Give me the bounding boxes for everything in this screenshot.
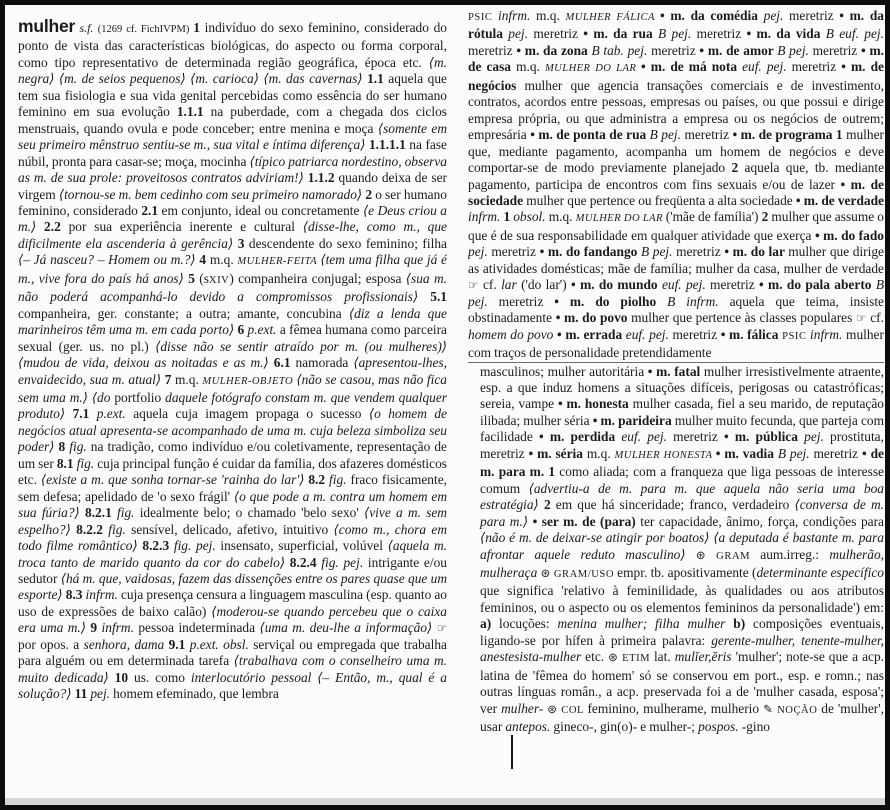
- text-run: 7: [164, 371, 175, 387]
- text-run: mulher que pertence às classes populares: [631, 310, 856, 326]
- text-run: em conjunto, ideal ou concretamente: [161, 202, 363, 218]
- text-run: 2: [731, 160, 745, 176]
- text-run: ) companheira conjugal; esposa: [229, 270, 406, 286]
- text-run: ⟨o homem de negócios atual apresenta-se acompanhado de uma m. cuja beleza simboliza seu poder⟩: [18, 406, 447, 455]
- text-run: GRAM: [716, 550, 761, 562]
- text-run: meretriz: [813, 445, 863, 461]
- text-run: ⟨advertiu-a de m. para m. que aquela não seria uma boa estratégia⟩: [480, 480, 884, 513]
- text-run: m. da zona: [524, 42, 592, 58]
- text-run: NOÇÃO: [777, 704, 822, 716]
- text-run: interlocutório pessoal: [190, 669, 318, 685]
- text-run: B pej.: [468, 277, 884, 309]
- text-run: m. fálica: [729, 326, 783, 342]
- text-run: ⟨típico patriarca nordestino, observa as m. de sua prole: proveitosos contratos adviriam!⟩: [18, 153, 447, 186]
- text-run: p.ext. obsl.: [189, 636, 254, 652]
- text-run: mulher que assume o que é de sua responsabilidade em qualquer atividade que exerça: [468, 209, 884, 243]
- text-run: como aliada; com a franqueza que liga pessoas de interesse comum: [480, 464, 884, 496]
- text-run: ⟨não é m. de deixar-se atingir por boatos⟩ ⟨a deputada é bastante m. para afrontar aquele reduto masculino⟩: [480, 530, 884, 562]
- text-run: meretriz: [673, 429, 724, 445]
- text-run: 2: [543, 497, 556, 513]
- text-run: 4: [199, 252, 210, 268]
- text-cursor-mark: [511, 735, 513, 769]
- text-run: us. como: [134, 669, 191, 685]
- text-run: B euf. pej.: [825, 26, 884, 42]
- text-run: infrm.: [101, 620, 139, 636]
- text-run: (s: [199, 270, 209, 286]
- text-run: ⟨conversa de m. para m.⟩: [480, 497, 884, 529]
- text-run: PSIC: [468, 12, 498, 23]
- text-run: 5: [188, 270, 200, 286]
- text-run: 1: [193, 20, 205, 35]
- text-run: 3: [237, 235, 249, 251]
- text-run: aquela cuja imagem propaga o sucesso: [133, 406, 369, 422]
- text-run: •: [554, 293, 570, 309]
- text-run: ⟨tornou-se m. bem cedinho com seu primeiro namorado⟩: [58, 186, 366, 202]
- text-run: •: [720, 326, 730, 342]
- text-run: 9: [90, 620, 102, 636]
- text-run: meretriz: [491, 244, 540, 260]
- text-run: ⟨há m. que, vaidosas, fazem das dissenções entre os pares quase que um esporte⟩: [18, 570, 447, 603]
- text-run: •: [557, 396, 567, 412]
- text-run: ⟨o que pode a m. contra um homem em sua fúria?⟩: [18, 488, 447, 521]
- text-run: daquele fotógrafo constam m. que vendem qualquer produto⟩: [18, 389, 447, 422]
- text-run: 8.1: [56, 455, 77, 471]
- text-run: fig. pej.: [321, 554, 368, 570]
- text-run: intrigante e/ou sedutor: [18, 554, 447, 586]
- text-run: 6.1: [273, 355, 296, 371]
- text-run: a fêmea humana como parceira sexual (ger. us. no pl.): [18, 322, 447, 354]
- text-run: 8.3: [65, 587, 86, 603]
- text-run: m.q.: [209, 252, 238, 268]
- text-run: de m. para m.: [480, 445, 884, 480]
- text-run: m. séria: [537, 445, 587, 461]
- text-run: B pej.: [640, 244, 677, 260]
- text-run: •: [861, 42, 870, 58]
- text-run: pej.: [468, 244, 492, 260]
- text-run: pej.: [90, 686, 114, 702]
- text-run: m. de negócios: [468, 59, 884, 93]
- text-run: pej.: [763, 8, 790, 23]
- text-run: •: [723, 429, 735, 445]
- text-run: mulher-: [501, 700, 548, 716]
- text-run: m.q.: [586, 445, 615, 461]
- text-run: ⟨e Deus criou a m.⟩: [18, 202, 447, 235]
- text-run: m. do fandango: [547, 244, 641, 260]
- text-run: de 'mulher', usar: [480, 700, 884, 735]
- text-run: mulher que, mediante pagamento, acompanha um homem de negócios e deve comportar-se de modo previamente planejado: [468, 127, 884, 176]
- text-run: m. errada: [565, 326, 626, 342]
- text-run: ⟨– Já nasceu? – Homem ou m.?⟩: [18, 252, 200, 268]
- text-run: locuções:: [499, 616, 558, 632]
- text-run: pessoa indeterminada: [138, 620, 260, 636]
- text-run: aum.irreg.:: [760, 546, 830, 562]
- text-run: mulher: [18, 18, 76, 36]
- text-run: m. de má nota: [650, 59, 743, 75]
- text-run: •: [538, 429, 550, 445]
- text-run: feminino, mulherame, mulherio: [587, 700, 764, 716]
- text-run: MULHER-OBJETO: [202, 375, 297, 387]
- text-run: ETIM: [622, 653, 654, 665]
- text-run: mulher muito fecunda, que parteja com facilidade: [480, 412, 884, 445]
- text-run: 8.2.2: [76, 521, 109, 537]
- text-run: empr. tb. apositivamente (: [617, 564, 757, 580]
- text-run: meretriz: [651, 42, 700, 58]
- text-run: •: [647, 363, 657, 379]
- text-run: •: [530, 127, 539, 143]
- text-run: 1.1.1: [176, 104, 211, 120]
- text-run: m.q.: [516, 59, 545, 75]
- text-run: B pej.: [777, 445, 814, 461]
- text-run: (1269 cf. FichIVPM): [97, 24, 194, 35]
- text-run: por opos. a: [18, 636, 84, 652]
- text-run: ('mãe de família'): [665, 209, 762, 225]
- text-run: ✎: [763, 701, 778, 716]
- text-run: m. do mundo: [580, 277, 662, 293]
- text-run: •: [528, 445, 538, 461]
- text-run: serviçal ou empregada que trabalha para alguém ou em determinada tarefa: [18, 636, 447, 669]
- text-run: •: [592, 412, 601, 428]
- text-run: 7.1: [72, 406, 97, 422]
- text-run: ⟨uma m. deu-lhe a informação⟩: [259, 620, 437, 636]
- text-run: m. da comédia: [670, 8, 764, 23]
- text-run: b): [733, 616, 754, 632]
- text-run: pej.: [508, 26, 534, 42]
- text-run: GRAM/USO: [553, 568, 618, 580]
- text-run: cuja presença censura a linguagem masculina (esp. quanto ao uso de expressões de baixo calão): [18, 587, 447, 619]
- text-run: obsol.: [513, 209, 549, 225]
- text-run: fig.: [329, 472, 351, 488]
- text-run: mulher irresistivelmente atraente, esp. a que induz homens a situações difíceis, perigosas ou catastróficas; sereia, vampe: [480, 363, 884, 412]
- text-run: p.ext.: [247, 322, 280, 338]
- text-run: XIV: [208, 274, 230, 286]
- text-run: 8.2.4: [289, 554, 322, 570]
- text-run: ⟨apresentou-lhes, envaidecido, sua m. atual⟩: [18, 355, 447, 387]
- text-run: MULHER HONESTA: [614, 449, 716, 461]
- text-run: a): [480, 616, 500, 632]
- entry-paragraph-right-top: [468, 8, 884, 362]
- text-run: m.q.: [536, 8, 566, 23]
- text-run: cf.: [482, 277, 502, 293]
- text-run: •: [795, 192, 804, 208]
- text-run: m. de verdade: [803, 192, 884, 208]
- text-run: m. perdida: [549, 429, 622, 445]
- text-run: •: [583, 26, 594, 42]
- text-run: •: [862, 445, 871, 461]
- text-run: PSIC: [782, 330, 811, 342]
- text-run: •: [539, 244, 548, 260]
- text-run: masculinos; mulher autoritária: [480, 363, 648, 379]
- text-run: ⟨aquela m. troca tanto de marido quanto da cor do cabelo⟩: [18, 538, 447, 570]
- text-run: 5.1: [430, 289, 447, 305]
- entry-paragraph-left: [18, 18, 447, 703]
- text-run: mulher casada, fiel a seu marido, de reputação ilibada; mulher séria: [480, 396, 884, 428]
- text-run: m. pública: [734, 429, 805, 445]
- text-run: mulher que agencia transações comerciais e de investimento, contratos, acordos entre pessoas, empresas ou países, ou que possui e dirige empresa própria, ou que administra a empresa ou os negócios de outrem; empresária: [468, 77, 884, 143]
- text-run: •: [759, 277, 769, 293]
- text-run: •: [660, 8, 671, 23]
- text-run: m.q.: [175, 371, 203, 387]
- text-run: •: [532, 513, 542, 529]
- text-run: composições eventuais, ligando-se por hífen à primeira palavra:: [480, 616, 884, 648]
- text-run: aquela que teima, insiste obstinadamente: [468, 293, 884, 326]
- text-run: 6: [237, 322, 248, 338]
- text-run: ⟨tem uma filha que já é m., vive fora do país há anos⟩: [18, 252, 447, 286]
- text-run: ⟨moderou-se quando percebeu que o caixa era uma m.⟩: [18, 603, 447, 636]
- text-run: euf. pej.: [742, 59, 792, 75]
- text-run: mulher que dirige as atividades domésticas; mãe de família; mulher da casa, mulher de verdade: [468, 244, 884, 276]
- text-run: COL: [561, 704, 588, 716]
- text-run: ⟨somente em seu primeiro mênstruo sentiu-se m., sua vital e íntima diferença⟩: [18, 120, 447, 153]
- text-run: infrm.: [810, 326, 847, 342]
- text-run: idealmente belo; o chamado 'belo sexo': [139, 505, 364, 521]
- right-column: [468, 8, 884, 808]
- text-run: •: [841, 59, 852, 75]
- text-run: meretriz: [676, 244, 725, 260]
- text-run: na puberdade, com a chegada dos ciclos menstruais, quando ovula e pode conceber; entre menina e moça: [18, 104, 447, 136]
- text-run: lar: [501, 277, 522, 293]
- text-run: •: [641, 59, 651, 75]
- text-run: ⟨existe a m. que sonha tornar-se 'rainha do lar'⟩: [40, 472, 309, 488]
- text-run: meretriz: [789, 8, 840, 23]
- text-run: meretriz: [684, 127, 733, 143]
- text-run: •: [715, 445, 725, 461]
- text-run: infrm.: [468, 209, 504, 225]
- entry-paragraph-right-bottom: [480, 364, 884, 736]
- text-run: ter capacidade, ânimo, força, condições para: [640, 513, 884, 529]
- text-run: fig.: [108, 521, 132, 537]
- text-run: meretriz: [710, 277, 759, 293]
- text-run: 1.1.2: [307, 170, 339, 186]
- text-run: MULHER FÁLICA: [565, 12, 661, 23]
- text-run: B infrm.: [667, 293, 730, 309]
- text-run: 2.1: [141, 202, 162, 218]
- text-run: 8: [58, 439, 70, 455]
- text-run: fig.: [76, 455, 98, 471]
- text-run: ⟨sua m. não poderá acompanhá-lo devido a compromissos profissionais⟩: [18, 270, 447, 305]
- text-run: meretriz: [468, 42, 517, 58]
- text-run: m. do pala aberto: [768, 277, 876, 293]
- text-run: MULHER DO LAR: [575, 213, 666, 225]
- text-run: •: [839, 8, 850, 23]
- text-run: insensato, superficial, volúvel: [220, 538, 388, 554]
- text-run: meretriz: [533, 26, 584, 42]
- text-run: m. honesta: [566, 396, 633, 412]
- text-run: o ser humano feminino, considerado: [18, 186, 447, 218]
- text-run: quando deixa de ser virgem: [18, 170, 447, 202]
- text-run: ☞: [855, 311, 871, 326]
- text-run: m. parideira: [600, 412, 675, 428]
- text-run: 2.2: [44, 219, 69, 235]
- text-run: ⟨como m., chora em todo filme romântico⟩: [18, 521, 447, 554]
- text-run: namorada: [295, 355, 354, 371]
- text-run: •: [557, 326, 566, 342]
- text-run: m. vadia: [724, 445, 778, 461]
- text-run: m. do povo: [564, 310, 632, 326]
- text-run: m. do fado: [823, 227, 884, 243]
- pen-annotation-line: [468, 362, 884, 363]
- text-run: cuja principal função é cuidar da família, dos afazeres domésticos etc.: [18, 455, 447, 488]
- text-run: ⟨– Então, m., qual é a solução?⟩: [18, 669, 447, 702]
- text-run: •: [840, 176, 851, 192]
- text-run: 2: [365, 186, 376, 202]
- text-run: 9.1: [168, 636, 190, 652]
- text-run: 10: [114, 669, 134, 685]
- text-run: homem efeminado, que lembra: [113, 686, 279, 702]
- text-run: m.q.: [548, 209, 576, 225]
- text-run: sensível, delicado, afetivo, intuitivo: [131, 521, 334, 537]
- text-run: m. da rótula: [468, 8, 884, 42]
- text-run: ser m. de (para): [541, 513, 641, 529]
- text-run: ⟨vive a m. sem espelho?⟩: [18, 505, 447, 537]
- text-run: infrm.: [498, 8, 537, 23]
- text-run: companheira, ger. constante; a outra; amante, concubina: [18, 305, 349, 321]
- text-run: na fase núbil, pronta para casar-se; moça, mocinha: [18, 137, 447, 169]
- text-run: •: [571, 277, 581, 293]
- text-run: cf.: [870, 310, 884, 326]
- text-run: determinante específico: [756, 564, 884, 580]
- text-run: euf. pej.: [661, 277, 711, 293]
- text-run: B pej.: [649, 127, 685, 143]
- text-run: ⊛: [608, 650, 623, 665]
- text-run: m. da vida: [756, 26, 826, 42]
- text-run: meretriz: [672, 326, 721, 342]
- text-run: •: [699, 42, 708, 58]
- text-run: ⊛: [540, 565, 554, 580]
- text-run: •: [516, 42, 525, 58]
- text-run: 1.1.1.1: [368, 137, 410, 153]
- text-run: prostituta, meretriz: [480, 429, 884, 461]
- text-run: meretriz: [791, 59, 842, 75]
- text-run: 1: [503, 209, 514, 225]
- text-run: m. da rua: [593, 26, 659, 42]
- text-run: ⟨trabalhava com o conselheiro uma m. muito dedicada⟩: [18, 653, 447, 685]
- text-run: etc.: [585, 649, 609, 665]
- text-run: ⟨m. negra⟩ ⟨m. de seios pequenos⟩ ⟨m. carioca⟩ ⟨m. das cavernas⟩: [18, 54, 447, 87]
- text-run: s.f.: [75, 21, 98, 35]
- text-run: ⟨disse-lhe, como m., que dificilmente ela ascenderia à gerência⟩: [18, 219, 447, 251]
- text-run: fig.: [69, 439, 91, 455]
- text-run: meretriz: [696, 26, 747, 42]
- text-run: mulher que pertence ou freqüenta a alta sociedade: [526, 192, 796, 208]
- text-run: lat.: [653, 649, 675, 665]
- text-run: homem do povo: [468, 326, 557, 342]
- text-run: m. de casa: [468, 42, 884, 75]
- text-run: pospos.: [698, 719, 742, 735]
- text-run: 2: [761, 209, 772, 225]
- text-run: •: [724, 244, 733, 260]
- text-run: ☞: [468, 278, 483, 293]
- text-run: pej.: [804, 429, 831, 445]
- text-run: 8.2.1: [85, 505, 117, 521]
- text-run: ⟨não se casou, mas não fica sem uma m.⟩ ⟨do: [18, 371, 447, 405]
- left-column: [18, 18, 447, 804]
- text-run: 1: [548, 464, 560, 480]
- text-run: euf. pej.: [625, 326, 673, 342]
- text-run: •: [732, 127, 741, 143]
- text-run: •: [555, 310, 565, 326]
- text-run: B pej.: [658, 26, 697, 42]
- text-run: m. do lar: [732, 244, 789, 260]
- text-run: 8.2.3: [142, 538, 174, 554]
- text-run: m. fatal: [656, 363, 704, 379]
- text-run: •: [746, 26, 757, 42]
- text-run: MULHER DO LAR: [544, 63, 642, 75]
- text-run: ⊛: [547, 701, 562, 716]
- text-run: senhora, dama: [83, 636, 169, 652]
- text-run: mulher com traços de personalidade pretendidamente: [468, 326, 884, 361]
- text-run: ☞: [436, 621, 447, 636]
- text-run: ⟨disse não se sentir atraído por m. (ou mulheres)⟩ ⟨mudou de vida, deixou as noitadas e as m.⟩: [18, 338, 447, 371]
- text-run: portfolio: [114, 389, 166, 405]
- text-run: fig. pej.: [173, 538, 221, 554]
- text-run: mulherão, mulheraça: [480, 546, 884, 580]
- text-run: m. de sociedade: [468, 176, 884, 208]
- text-run: infrm.: [85, 587, 121, 603]
- text-run: em que há sinceridade; franco, verdadeiro: [555, 497, 795, 513]
- text-run: mulĭer,ĕris: [674, 649, 736, 665]
- text-run: B tab. pej.: [591, 42, 652, 58]
- scan-artifact-bar: [5, 798, 885, 805]
- text-run: antepos.: [505, 719, 554, 735]
- text-run: fraco fisicamente, sem defesa; apelidado de 'o sexo frágil': [18, 472, 447, 504]
- text-run: -gino: [741, 719, 770, 735]
- text-run: p.ext.: [96, 406, 134, 422]
- text-run: m. de amor: [707, 42, 778, 58]
- text-run: descendente do sexo feminino; filha: [248, 235, 447, 251]
- text-run: 11: [74, 686, 91, 702]
- text-run: MULHER-FEITA: [237, 256, 321, 268]
- text-run: gerente-mulher, tenente-mulher, anestesista-mulher: [480, 632, 884, 665]
- text-run: indivíduo do sexo feminino, considerado do ponto de vista das características biológicas, do aspecto ou forma corporal, como tipo representativo de determinada região geográfica, época etc.: [18, 20, 447, 70]
- text-run: 'mulher'; note-se que a acp. latina de 'fêmea do homem' só se conservou em port., esp. e romn.; nas outras línguas român., a acp. preservada foi a de 'mulher casada, esposa'; ver: [480, 649, 884, 716]
- text-run: menina mulher; filha mulher: [557, 616, 734, 632]
- text-run: m. do piolho: [569, 293, 668, 309]
- text-run: 1.1: [367, 71, 389, 87]
- text-run: aquela que tem sua fisiologia e sua vida genital percebidas como essência do ser humano feminino em sua evolução: [18, 71, 447, 120]
- text-run: 1: [835, 127, 847, 143]
- text-run: que significa 'relativo à feminilidade, às qualidades ou aos atributos femininos, ou o aspecto ou os elementos femininos da personalidade') em:: [480, 583, 884, 615]
- text-run: •: [814, 227, 824, 243]
- text-run: m. de programa: [740, 127, 836, 143]
- text-run: gineco-, gin(o)- e mulher-;: [553, 719, 699, 735]
- text-run: na tradição, como indivíduo e/ou coletivamente, representação de um ser: [18, 439, 447, 471]
- text-run: por sua experiência inerente e cultural: [68, 219, 303, 235]
- text-run: B pej.: [777, 42, 813, 58]
- text-run: fig.: [117, 505, 140, 521]
- text-run: ('do lar'): [521, 277, 572, 293]
- text-run: ⟨diz a lenda que marinheiros têm uma m. em cada porto⟩: [18, 305, 447, 338]
- text-run: meretriz: [812, 42, 861, 58]
- text-run: euf. pej.: [621, 429, 674, 445]
- text-run: aquela que, tb. mediante pagamento, participa de encontros com fins sexuais e/ou de lazer: [468, 160, 884, 192]
- text-run: 8.2: [308, 472, 330, 488]
- text-run: m. de ponta de rua: [538, 127, 650, 143]
- text-run: meretriz: [498, 293, 555, 309]
- text-run: ⊛: [695, 547, 717, 562]
